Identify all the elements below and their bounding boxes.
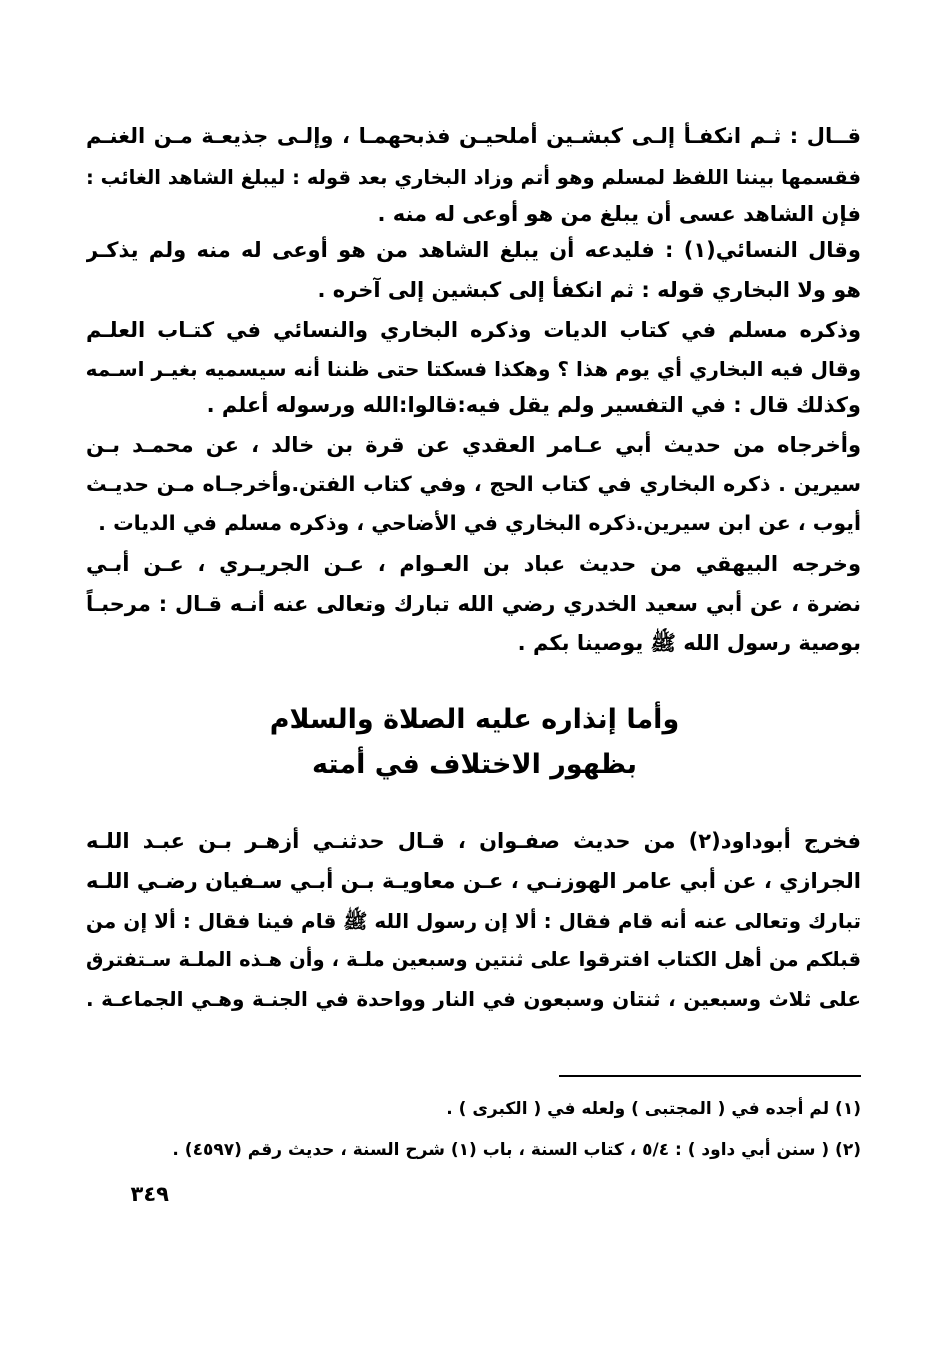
paragraph-line: سيرين . ذكره البخاري في كتاب الحج ، وفي كتاب الفتن.وأخرجـاه مـن حديـث [86,472,861,496]
paragraph-line: على ثلاث وسبعين ، ثنتان وسبعون في النار وواحدة في الجنـة وهـي الجماعـة . [86,987,861,1011]
paragraph-line: فقسمها بيننا اللفظ لمسلم وهو أتم وزاد البخاري بعد قوله : ليبلغ الشاهد الغائب : [86,166,861,189]
section-heading-line-1: وأما إنذاره عليه الصلاة والسلام [269,704,680,735]
paragraph-line: قــال : ثـم انكفـأ إلـى كبشـين أملحيـن فذبحهمـا ، وإلـى جذيعـة مـن الغنـم [86,124,861,148]
paragraph-line: وقال فيه البخاري أي يوم هذا ؟ وهكذا فسكتا حتى ظننا أنه سيسميه بغيـر اسـمه [86,357,861,381]
footnote-1: (١) لم أجده في ( المجتبى ) ولعله في ( الكبرى ) . [446,1099,861,1119]
paragraph-line: قبلكم من أهل الكتاب افترقوا على ثنتين وسبعين ملـة ، وأن هـذه الملـة سـتفترق [86,948,861,971]
paragraph-line: فخرج أبوداود(٢) من حديث صفـوان ، قـال حدثنـي أزهـر بـن عبـد اللـه [86,829,861,853]
paragraph-line: وخرجه البيهقي من حديث عباد بن العـوام ، عـن الجريـري ، عـن أبـي [86,552,861,576]
paragraph-line: وكذلك قال : في التفسير ولم يقل فيه:قالوا:الله ورسوله أعلم . [206,393,861,417]
paragraph-line: تبارك وتعالى عنه أنه قام فقال : ألا إن رسول الله ﷺ قام فينا فقال : ألا إن من [86,909,861,933]
paragraph-line: وقال النسائي(١) : فليدعه أن يبلغ الشاهد من هو أوعى له منه ولم يذكـر [86,238,861,262]
paragraph-line: وأخرجاه من حديث أبي عـامر العقدي عن قرة بن خالد ، عن محمـد بـن [86,433,861,457]
paragraph-line: هو ولا البخاري قوله : ثم انكفأ إلى كبشين إلى آخره . [317,278,861,302]
paragraph-line: بوصية رسول الله ﷺ يوصينا بكم . [517,631,861,655]
paragraph-line: فإن الشاهد عسى أن يبلغ من هو أوعى له منه . [377,202,861,226]
paragraph-line: وذكره مسلم في كتاب الديات وذكره البخاري والنسائي في كتـاب العلـم [86,318,861,342]
footnote-separator [559,1075,861,1077]
paragraph-line: نضرة ، عن أبي سعيد الخدري رضي الله تبارك وتعالى عنه أنـه قـال : مرحبـاً [86,592,861,616]
section-heading-line-2: بظهور الاختلاف في أمته [311,749,637,780]
paragraph-line: الجرازي ، عن أبي عامر الهوزنـي ، عـن معاويـة بـن أبـي سـفيان رضـي اللـه [86,869,861,893]
page-number: ٣٤٩ [130,1182,169,1206]
paragraph-line: أيوب ، عن ابن سيرين.ذكره البخاري في الأضاحي ، وذكره مسلم في الديات . [98,511,861,535]
footnote-2: (٢) ( سنن أبي داود ) : ٥/٤ ، كتاب السنة ، باب (١) شرح السنة ، حديث رقم (٤٥٩٧) . [172,1140,861,1160]
